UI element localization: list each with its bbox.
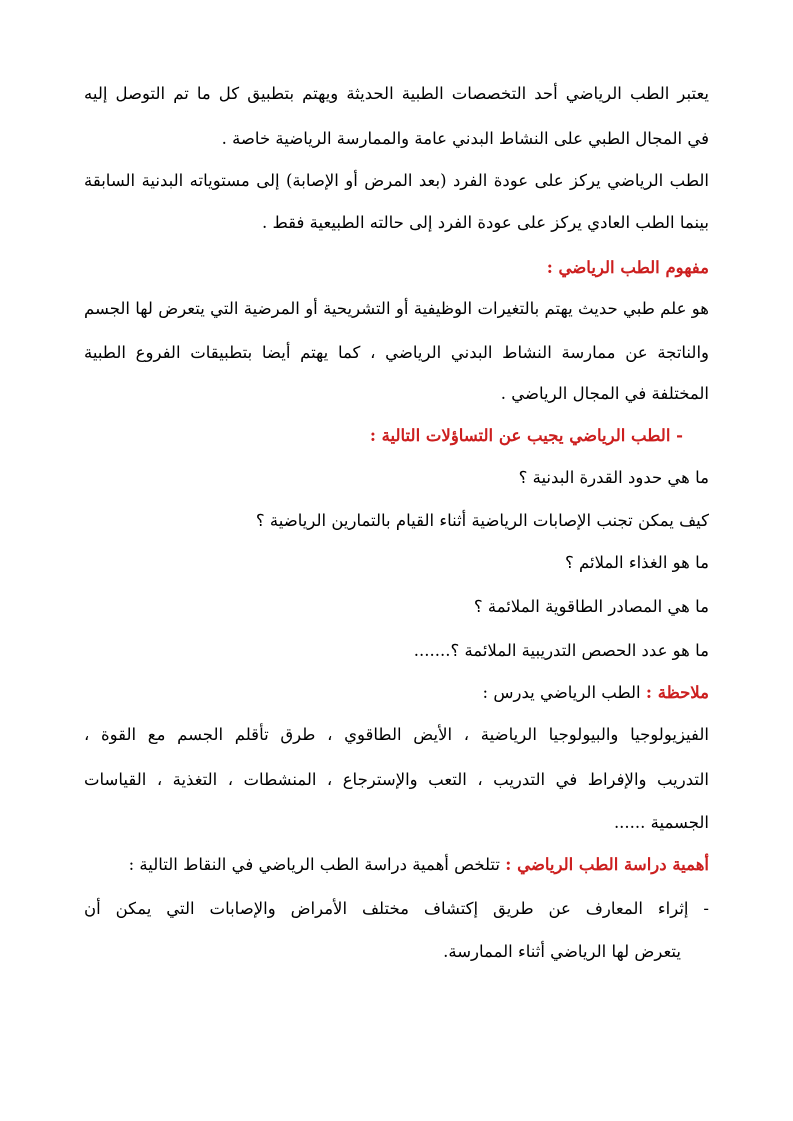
note-label: ملاحظة : bbox=[645, 683, 709, 702]
note-line1: الفيزيولوجيا والبيولوجيا الرياضية ، الأيض الطاقوي ، طرق تأقلم الجسم مع القوة ، bbox=[84, 725, 709, 744]
question-item: ما هو الغذاء الملائم ؟ bbox=[565, 553, 709, 572]
note-line2: التدريب والإفراط في التدريب ، التعب والإسترجاع ، المنشطات ، التغذية ، القياسات bbox=[84, 770, 709, 789]
note-line bbox=[483, 681, 709, 705]
question-item: ما هو عدد الحصص التدريبية الملائمة ؟....... bbox=[413, 641, 709, 660]
paragraph2-line1: الطب الرياضي يركز على عودة الفرد (بعد المرض أو الإصابة) إلى مستوياته البدنية السابقة bbox=[84, 171, 709, 190]
question-item: كيف يمكن تجنب الإصابات الرياضية أثناء القيام بالتمارين الرياضية ؟ bbox=[255, 511, 709, 530]
note-line3: الجسمية ...... bbox=[613, 813, 709, 832]
concept-line1: هو علم طبي حديث يهتم بالتغيرات الوظيفية أو التشريحية أو المرضية التي يتعرض لها الجسم bbox=[84, 299, 709, 318]
paragraph1-line2: في المجال الطبي على النشاط البدني عامة والممارسة الرياضية خاصة . bbox=[221, 129, 709, 148]
paragraph1-line1: يعتبر الطب الرياضي أحد التخصصات الطبية الحديثة ويهتم بتطبيق كل ما تم التوصل إليه bbox=[84, 84, 709, 103]
concept-heading: مفهوم الطب الرياضي : bbox=[546, 258, 709, 277]
concept-line2: والناتجة عن ممارسة النشاط البدني الرياضي ، كما يهتم أيضا بتطبيقات الفروع الطبية bbox=[84, 343, 709, 362]
question-item: ما هي المصادر الطاقوية الملائمة ؟ bbox=[473, 597, 709, 616]
importance-line bbox=[129, 853, 709, 877]
paragraph2-line2: بينما الطب العادي يركز على عودة الفرد إلى حالته الطبيعية فقط . bbox=[262, 213, 709, 232]
note-text: الطب الرياضي يدرس : bbox=[482, 683, 641, 702]
questions-heading: - الطب الرياضي يجيب عن التساؤلات التالية : bbox=[369, 426, 683, 445]
importance-text: تتلخص أهمية دراسة الطب الرياضي في النقاط التالية : bbox=[128, 855, 500, 874]
question-item: ما هي حدود القدرة البدنية ؟ bbox=[518, 468, 709, 487]
importance-label: أهمية دراسة الطب الرياضي : bbox=[505, 855, 709, 874]
concept-line3: المختلفة في المجال الرياضي . bbox=[500, 384, 709, 403]
importance-item1-line1: - إثراء المعارف عن طريق إكتشاف مختلف الأمراض والإصابات التي يمكن أن bbox=[84, 899, 709, 918]
importance-item1-line2: يتعرض لها الرياضي أثناء الممارسة. bbox=[443, 942, 681, 961]
